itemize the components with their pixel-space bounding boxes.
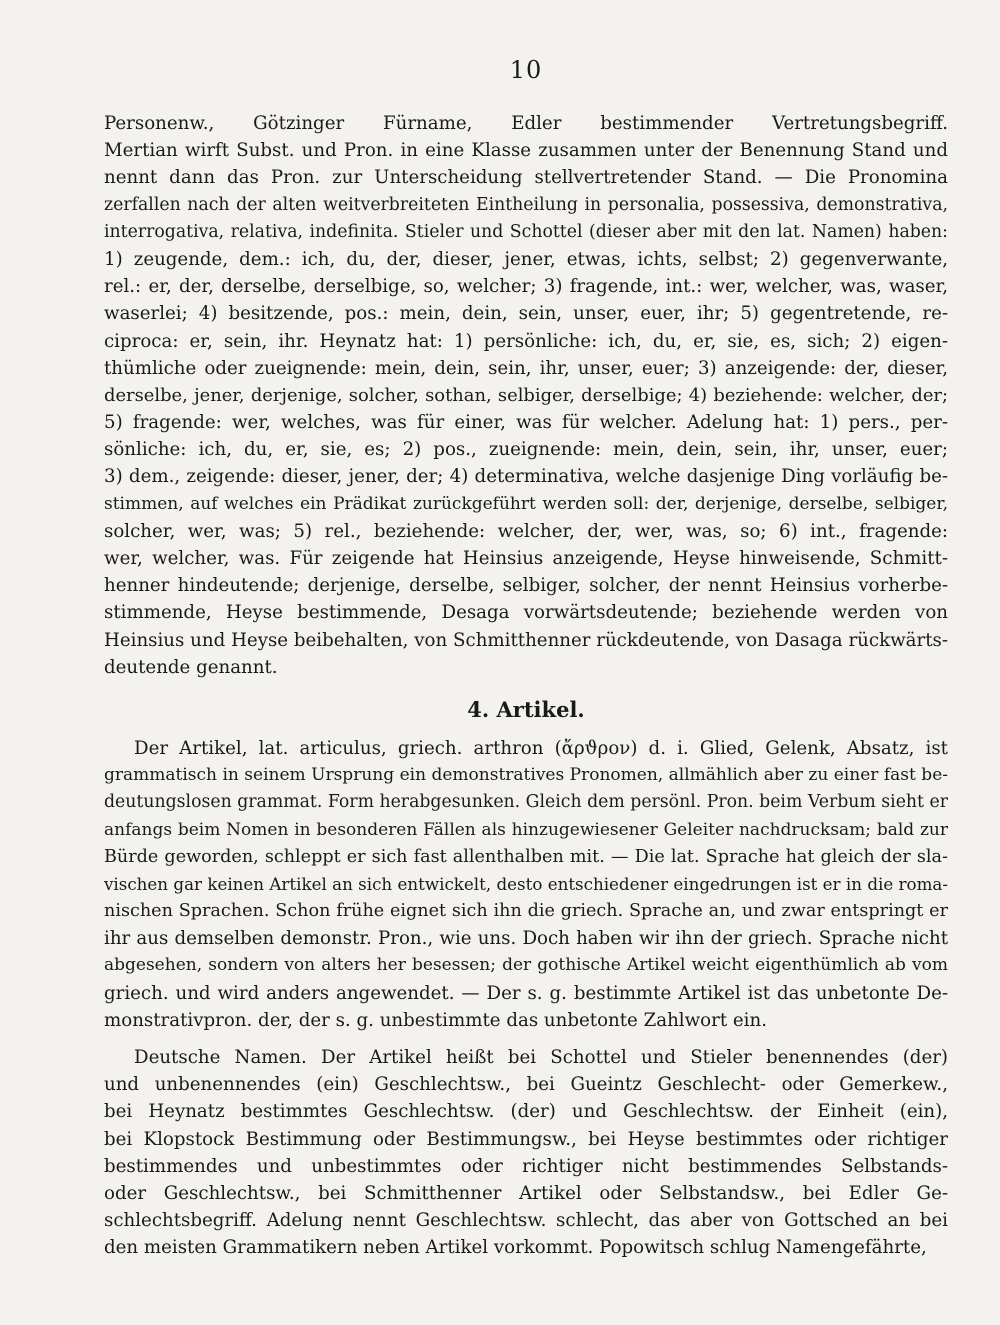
text-line: bei Klopstock Bestimmung oder Bestimmungsw., bei Heyse bestimmtes oder richtiger	[104, 1128, 948, 1150]
text-line: nischen Sprachen. Schon frühe eignet sich ihn die griech. Sprache an, und zwar entspringt er	[104, 901, 948, 922]
paragraph-pronomina	[104, 110, 948, 681]
text-line: sönliche: ich, du, er, sie, es; 2) pos., zueignende: mein, dein, sein, ihr, unser, euer;	[104, 439, 948, 461]
text-line: stimmende, Heyse bestimmende, Desaga vorwärtsdeutende; beziehende werden von	[104, 602, 948, 624]
text-line: wer, welcher, was. Für zeigende hat Heinsius anzeigende, Heyse hinweisende, Schmitt-	[104, 548, 948, 569]
text-line: 3) dem., zeigende: dieser, jener, der; 4) determinativa, welche dasjenige Ding vorläufig be-	[104, 466, 948, 488]
text-line: anfangs beim Nomen in besonderen Fällen als hinzugewiesener Geleiter nachdrucksam; bald zur	[104, 819, 948, 840]
text-line: bestimmendes und unbestimmtes oder richtiger nicht bestimmendes Selbstands-	[104, 1155, 948, 1177]
text-line: Der Artikel, lat. articulus, griech. arthron (ἄρϑρον) d. i. Glied, Gelenk, Absatz, ist	[134, 737, 948, 759]
paragraph-artikel	[104, 735, 948, 1034]
section-heading: 4. Artikel.	[467, 696, 585, 722]
text-line: Deutsche Namen. Der Artikel heißt bei Schottel und Stieler benennendes (der)	[134, 1047, 948, 1068]
text-line: bei Heynatz bestimmtes Geschlechtsw. (der) und Geschlechtsw. der Einheit (ein),	[104, 1101, 948, 1123]
text-line: deutende genannt.	[104, 656, 278, 678]
text-line: solcher, wer, was; 5) rel., beziehende: welcher, der, wer, was, so; 6) int., fragende:	[104, 520, 948, 542]
text-line: abgesehen, sondern von alters her besessen; der gothische Artikel weicht eigenthümlich ab vom	[104, 955, 948, 976]
text-line: ciproca: er, sein, ihr. Heynatz hat: 1) persönliche: ich, du, er, sie, es, sich; 2) eigen-	[104, 330, 948, 352]
text-line: 5) fragende: wer, welches, was für einer, was für welcher. Adelung hat: 1) pers., per-	[104, 412, 948, 434]
text-line: grammatisch in seinem Ursprung ein demonstratives Pronomen, allmählich aber zu einer fast be-	[104, 765, 948, 786]
text-line: 1) zeugende, dem.: ich, du, der, dieser, jener, etwas, ichts, selbst; 2) gegenverwante,	[104, 248, 948, 270]
paragraph-deutsche-namen	[104, 1044, 948, 1262]
text-line: ihr aus demselben demonstr. Pron., wie uns. Doch haben wir ihn der griech. Sprache nicht	[104, 928, 948, 950]
page-number: 10	[509, 56, 543, 84]
text-line: monstrativpron. der, der s. g. unbestimmte das unbetonte Zahlwort ein.	[104, 1009, 767, 1031]
text-line: deutungslosen grammat. Form herabgesunken. Gleich dem persönl. Pron. beim Verbum sieht er	[104, 792, 948, 813]
text-line: zerfallen nach der alten weitverbreiteten Eintheilung in personalia, possessiva, demonstrativa,	[104, 194, 948, 215]
text-line: schlechtsbegriff. Adelung nennt Geschlechtsw. schlecht, das aber von Gottsched an bei	[104, 1210, 948, 1232]
text-line: Mertian wirft Subst. und Pron. in eine Klasse zusammen unter der Benennung Stand und	[104, 140, 948, 162]
text-line: griech. und wird anders angewendet. — Der s. g. bestimmte Artikel ist das unbetonte De-	[104, 982, 948, 1004]
text-line: waserlei; 4) besitzende, pos.: mein, dein, sein, unser, euer, ihr; 5) gegentretende, re-	[104, 303, 948, 325]
text-line: henner hindeutende; derjenige, derselbe, selbiger, solcher, der nennt Heinsius vorherbe-	[104, 575, 948, 597]
text-line: oder Geschlechtsw., bei Schmitthenner Artikel oder Selbstandsw., bei Edler Ge-	[104, 1182, 948, 1204]
text-line: Bürde geworden, schleppt er sich fast allenthalben mit. — Die lat. Sprache hat gleich der sla-	[104, 846, 948, 867]
text-line: Personenw., Götzinger Fürname, Edler bestimmender Vertretungsbegriff.	[104, 113, 948, 134]
text-line: thümliche oder zueignende: mein, dein, sein, ihr, unser, euer; 3) anzeigende: der, dieser,	[104, 357, 948, 379]
text-line: Heinsius und Heyse beibehalten, von Schmitthenner rückdeutende, von Dasaga rückwärts-	[104, 629, 948, 651]
text-line: nennt dann das Pron. zur Unterscheidung stellvertretender Stand. — Die Pronomina	[104, 167, 948, 189]
text-line: rel.: er, der, derselbe, derselbige, so, welcher; 3) fragende, int.: wer, welcher, was, waser,	[104, 276, 948, 298]
text-line: den meisten Grammatikern neben Artikel vorkommt. Popowitsch schlug Namengefährte,	[104, 1237, 927, 1259]
text-line: interrogativa, relativa, indefinita. Stieler und Schottel (dieser aber mit den lat. Namen) haben:	[104, 221, 948, 242]
text-line: stimmen, auf welches ein Prädikat zurückgeführt werden soll: der, derjenige, derselbe, selbiger,	[104, 493, 948, 514]
text-line: und unbenennendes (ein) Geschlechtsw., bei Gueintz Geschlecht- oder Gemerkew.,	[104, 1074, 948, 1096]
text-line: vischen gar keinen Artikel an sich entwickelt, desto entschiedener eingedrungen ist er in die roma-	[104, 873, 948, 894]
text-line: derselbe, jener, derjenige, solcher, sothan, selbiger, derselbige; 4) beziehende: welcher, der;	[104, 384, 948, 406]
